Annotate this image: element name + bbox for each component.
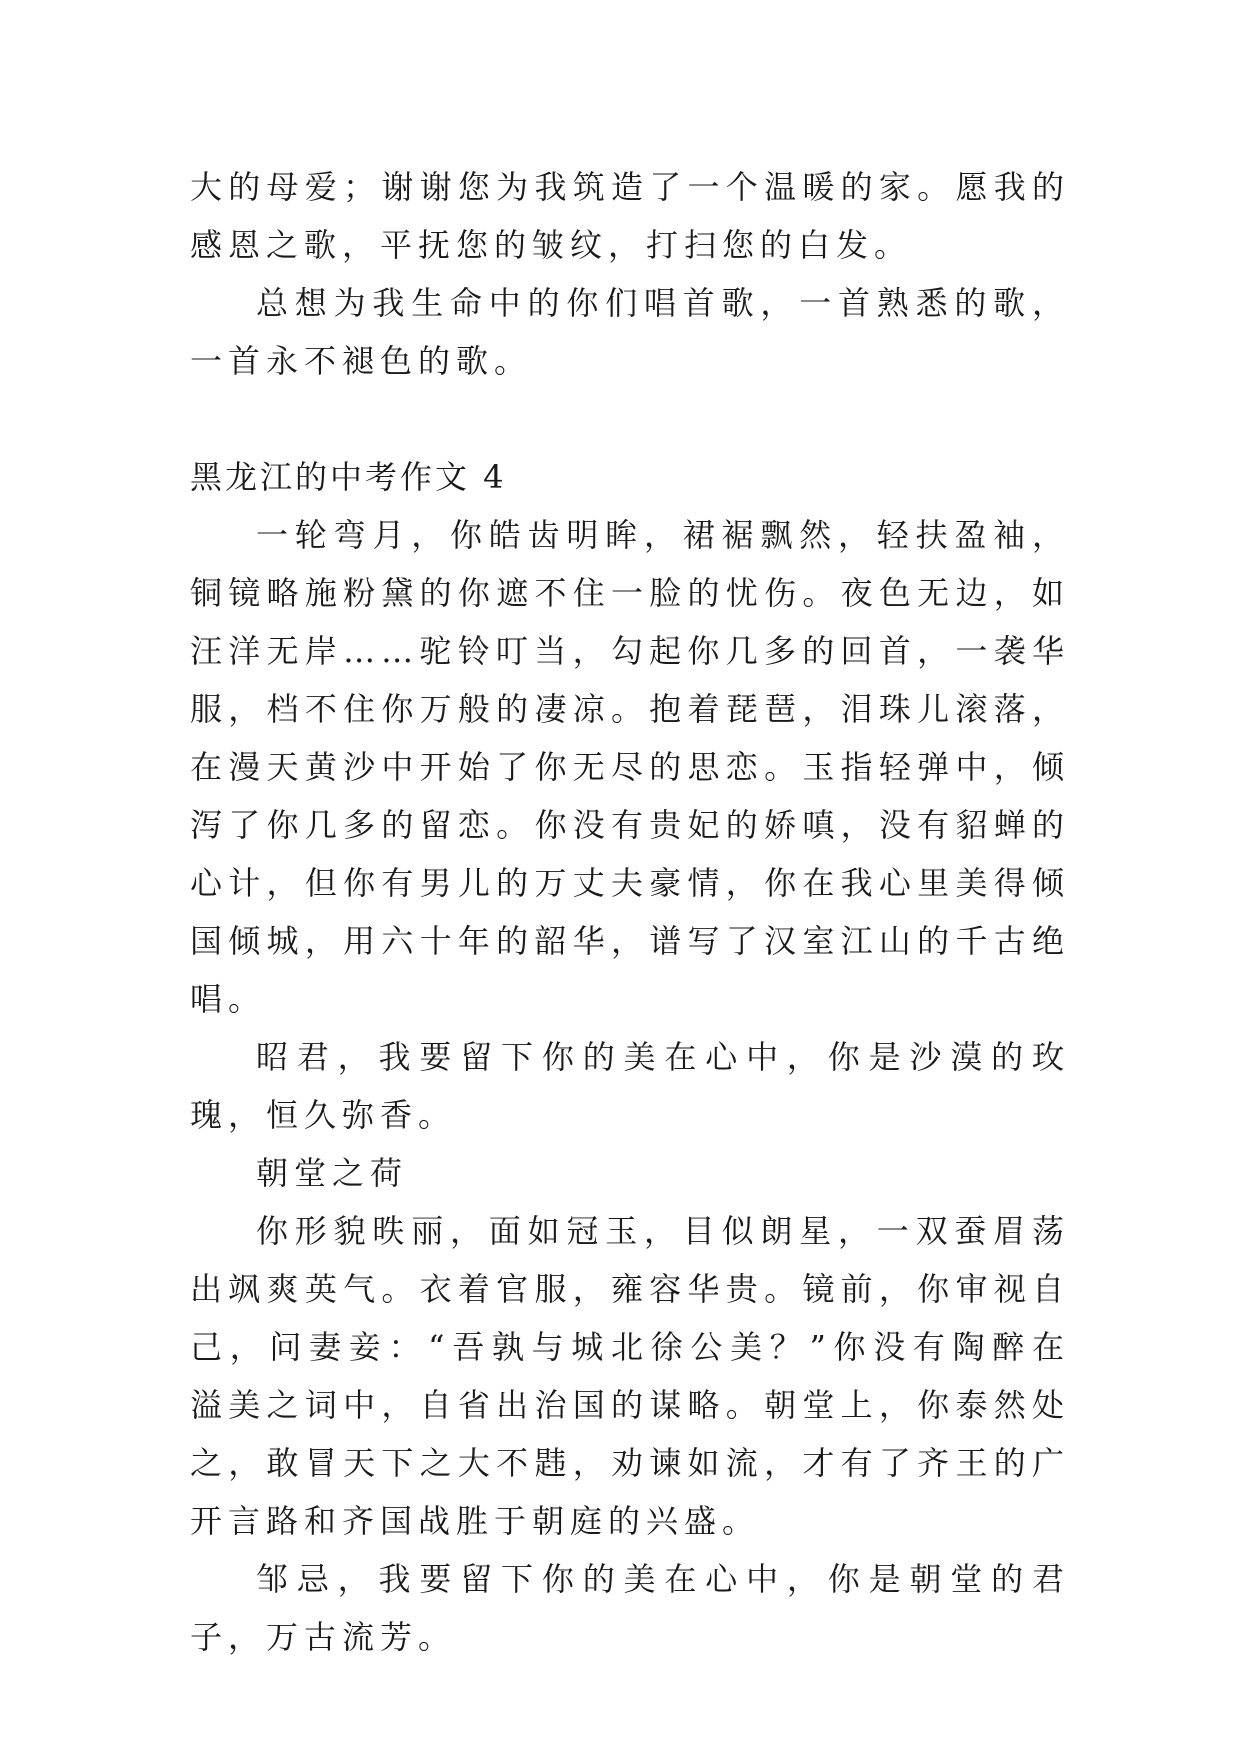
paragraph-song: 总想为我生命中的你们唱首歌，一首熟悉的歌，一首永不褪色的歌。	[190, 284, 1070, 380]
subheading-court-lotus: 朝堂之荷	[256, 1154, 409, 1192]
section-gap	[190, 390, 1070, 448]
paragraph-mothers-love: 大的母爱；谢谢您为我筑造了一个温暖的家。愿我的感恩之歌，平抚您的皱纹，打扫您的白发。	[190, 168, 1070, 264]
section-title: 黑龙江的中考作文 4	[190, 458, 507, 496]
paragraph-zhaojun-story: 一轮弯月，你皓齿明眸，裙裾飘然，轻扶盈袖，铜镜略施粉黛的你遮不住一脸的忧伤。夜色无边，如汪洋无岸……驼铃叮当，勾起你几多的回首，一袭华服，档不住你万般的凄凉。抱着琵琶，泪珠儿滚落，在漫天黄沙中开始了你无尽的思恋。玉指轻弹中，倾泻了你几多的留恋。你没有贵妃的娇嗔，没有貂蝉的心计，但你有男儿的万丈夫豪情，你在我心里美得倾国倾城，用六十年的韶华，谱写了汉室江山的千古绝唱。	[190, 516, 1070, 1018]
paragraph-zouji-conclusion: 邹忌，我要留下你的美在心中，你是朝堂的君子，万古流芳。	[190, 1560, 1070, 1656]
paragraph-zouji-story: 你形貌昳丽，面如冠玉，目似朗星，一双蚕眉荡出飒爽英气。衣着官服，雍容华贵。镜前，你审视自己，问妻妾：“吾孰与城北徐公美？”你没有陶醉在溢美之词中，自省出治国的谋略。朝堂上，你泰然处之，敢冒天下之大不韪，劝谏如流，才有了齐王的广开言路和齐国战胜于朝庭的兴盛。	[190, 1212, 1070, 1540]
document-page	[190, 158, 1070, 1666]
paragraph-zhaojun-conclusion: 昭君，我要留下你的美在心中，你是沙漠的玫瑰，恒久弥香。	[190, 1038, 1070, 1134]
